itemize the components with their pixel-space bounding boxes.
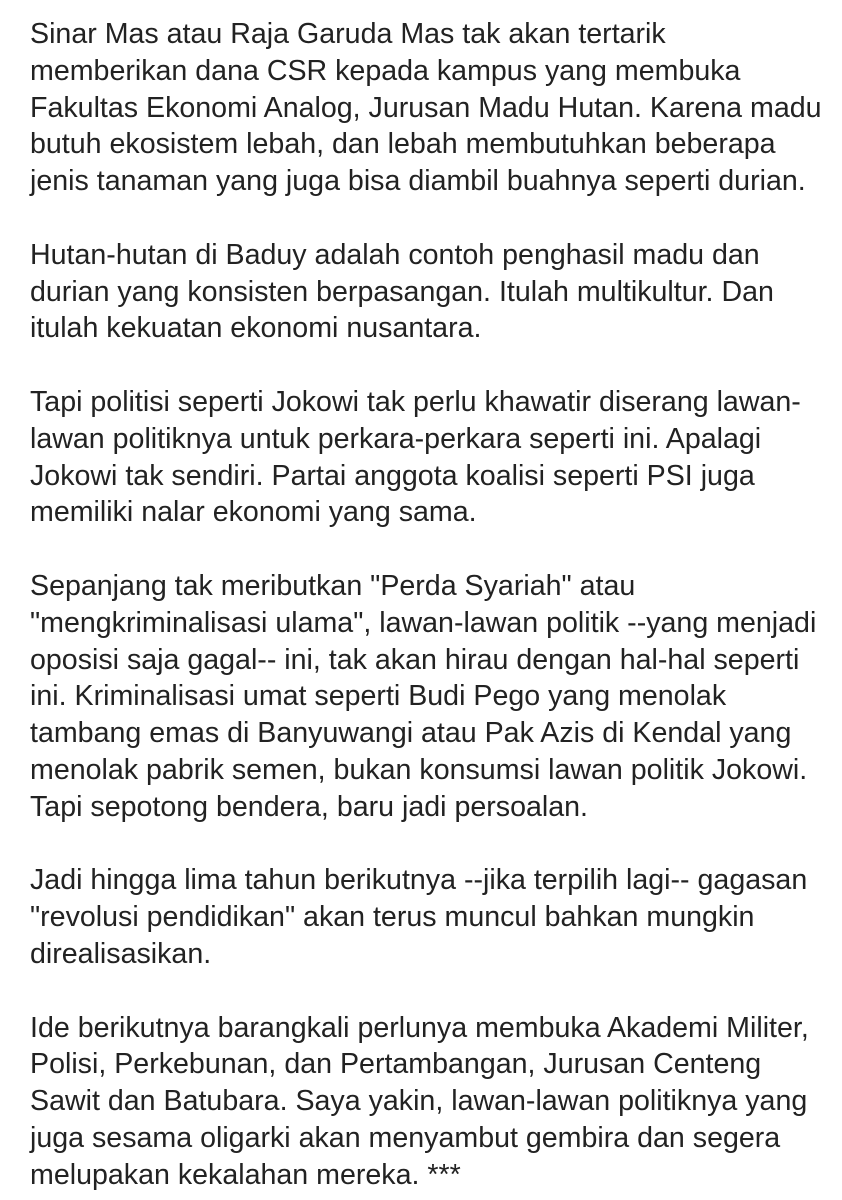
text-line: lawan politiknya untuk perkara-perkara seperti ini. Apalagi bbox=[30, 422, 762, 455]
text-line: Sawit dan Batubara. Saya yakin, lawan-lawan politiknya yang bbox=[30, 1085, 808, 1118]
text-line: memberikan dana CSR kepada kampus yang membuka bbox=[30, 54, 741, 87]
text-line: Hutan-hutan di Baduy adalah contoh penghasil madu dan bbox=[30, 238, 760, 271]
text-line: oposisi saja gagal-- ini, tak akan hirau dengan hal-hal seperti bbox=[30, 643, 800, 676]
text-line: tambang emas di Banyuwangi atau Pak Azis di Kendal yang bbox=[30, 717, 792, 750]
text-line: Jadi hingga lima tahun berikutnya --jika terpilih lagi-- gagasan bbox=[30, 864, 808, 897]
article-body bbox=[30, 16, 830, 1194]
text-line: menolak pabrik semen, bukan konsumsi lawan politik Jokowi. bbox=[30, 753, 808, 786]
text-line: "mengkriminalisasi ulama", lawan-lawan politik --yang menjadi bbox=[30, 606, 817, 639]
paragraph-baduy bbox=[30, 237, 830, 347]
text-line: Ide berikutnya barangkali perlunya membuka Akademi Militer, bbox=[30, 1011, 809, 1044]
paragraph-revolusi-pendidikan bbox=[30, 862, 830, 972]
text-line: melupakan kekalahan mereka. *** bbox=[30, 1158, 461, 1191]
text-line: durian yang konsisten berpasangan. Itulah multikultur. Dan bbox=[30, 275, 774, 308]
text-line: itulah kekuatan ekonomi nusantara. bbox=[30, 312, 482, 345]
text-line: Tapi politisi seperti Jokowi tak perlu khawatir diserang lawan- bbox=[30, 385, 801, 418]
text-line: Sepanjang tak meributkan "Perda Syariah" atau bbox=[30, 569, 636, 602]
text-line: memiliki nalar ekonomi yang sama. bbox=[30, 496, 477, 529]
text-line: ini. Kriminalisasi umat seperti Budi Pego yang menolak bbox=[30, 680, 727, 713]
paragraph-akademi-militer bbox=[30, 1010, 830, 1194]
text-line: direalisasikan. bbox=[30, 937, 212, 970]
text-line: butuh ekosistem lebah, dan lebah membutuhkan beberapa bbox=[30, 128, 776, 161]
text-line: Jokowi tak sendiri. Partai anggota koalisi seperti PSI juga bbox=[30, 459, 755, 492]
text-line: "revolusi pendidikan" akan terus muncul bahkan mungkin bbox=[30, 901, 755, 934]
text-line: Fakultas Ekonomi Analog, Jurusan Madu Hutan. Karena madu bbox=[30, 91, 822, 124]
paragraph-perda-syariah bbox=[30, 568, 830, 826]
text-line: Sinar Mas atau Raja Garuda Mas tak akan tertarik bbox=[30, 18, 666, 50]
text-line: Polisi, Perkebunan, dan Pertambangan, Jurusan Centeng bbox=[30, 1048, 762, 1081]
text-line: juga sesama oligarki akan menyambut gembira dan segera bbox=[30, 1121, 781, 1154]
text-line: jenis tanaman yang juga bisa diambil buahnya seperti durian. bbox=[30, 165, 806, 198]
text-line: Tapi sepotong bendera, baru jadi persoalan. bbox=[30, 790, 588, 823]
paragraph-sinar-mas bbox=[30, 16, 830, 200]
paragraph-jokowi bbox=[30, 384, 830, 531]
